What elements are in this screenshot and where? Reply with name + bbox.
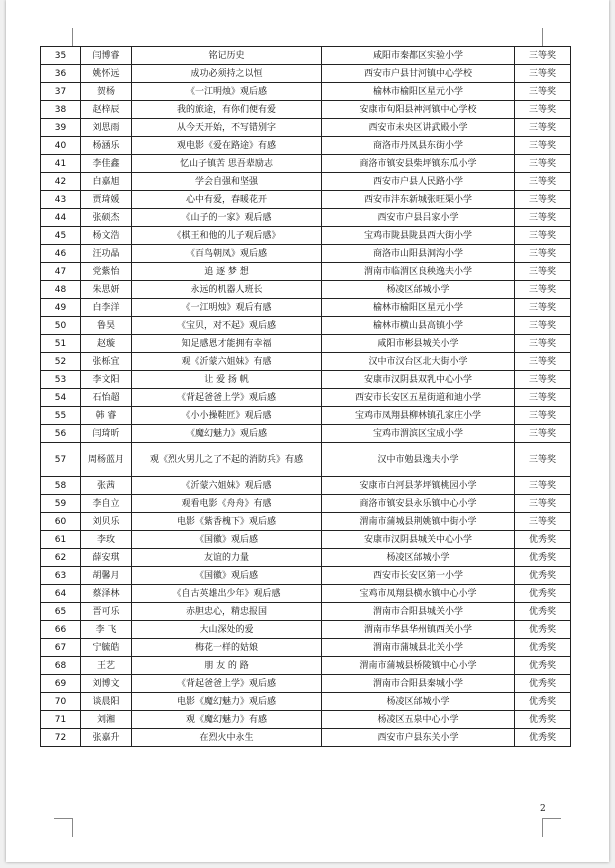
award-level-cell: 优秀奖 — [515, 729, 571, 747]
school-name-cell: 榆林市榆阳区星元小学 — [322, 83, 515, 101]
work-title-cell: 铭记历史 — [132, 47, 322, 65]
work-title-cell: 我的旅途，有你们便有爱 — [132, 101, 322, 119]
student-name-cell: 张茜 — [81, 477, 132, 495]
school-name-cell: 安康市白河县茅坪镇桃园小学 — [322, 477, 515, 495]
row-number-cell: 57 — [41, 443, 81, 477]
student-name-cell: 赵璇 — [81, 335, 132, 353]
award-level-cell: 三等奖 — [515, 281, 571, 299]
award-level-cell: 三等奖 — [515, 83, 571, 101]
school-name-cell: 汉中市汉台区北大街小学 — [322, 353, 515, 371]
student-name-cell: 王艺 — [81, 657, 132, 675]
work-title-cell: 在烈火中永生 — [132, 729, 322, 747]
student-name-cell: 白李洋 — [81, 299, 132, 317]
award-level-cell: 优秀奖 — [515, 603, 571, 621]
student-name-cell: 石怡超 — [81, 389, 132, 407]
school-name-cell: 杨凌区五泉中心小学 — [322, 711, 515, 729]
row-number-cell: 56 — [41, 425, 81, 443]
row-number-cell: 54 — [41, 389, 81, 407]
row-number-cell: 72 — [41, 729, 81, 747]
award-level-cell: 三等奖 — [515, 263, 571, 281]
table-row — [41, 729, 571, 747]
student-name-cell: 朱思妍 — [81, 281, 132, 299]
school-name-cell: 西安市长安区第一小学 — [322, 567, 515, 585]
student-name-cell: 宁毓皓 — [81, 639, 132, 657]
student-name-cell: 韩 睿 — [81, 407, 132, 425]
school-name-cell: 西安市未央区讲武殿小学 — [322, 119, 515, 137]
row-number-cell: 45 — [41, 227, 81, 245]
student-name-cell: 汪功晶 — [81, 245, 132, 263]
work-title-cell: 学会自强和坚强 — [132, 173, 322, 191]
student-name-cell: 李自立 — [81, 495, 132, 513]
table-row — [41, 389, 571, 407]
school-name-cell: 商洛市丹凤县东街小学 — [322, 137, 515, 155]
table-row — [41, 137, 571, 155]
award-level-cell: 优秀奖 — [515, 675, 571, 693]
school-name-cell: 榆林市榆阳区星元小学 — [322, 299, 515, 317]
school-name-cell: 商洛市山阳县洞沟小学 — [322, 245, 515, 263]
work-title-cell: 《自古英雄出少年》观后感 — [132, 585, 322, 603]
work-title-cell: 《棋王和他的儿子观后感》 — [132, 227, 322, 245]
row-number-cell: 46 — [41, 245, 81, 263]
award-level-cell: 优秀奖 — [515, 711, 571, 729]
row-number-cell: 53 — [41, 371, 81, 389]
school-name-cell: 咸阳市彬县城关小学 — [322, 335, 515, 353]
row-number-cell: 49 — [41, 299, 81, 317]
award-level-cell: 三等奖 — [515, 335, 571, 353]
row-number-cell: 62 — [41, 549, 81, 567]
table-row — [41, 299, 571, 317]
student-name-cell: 李佳鑫 — [81, 155, 132, 173]
work-title-cell: 从今天开始，不写错别字 — [132, 119, 322, 137]
student-name-cell: 赵梓辰 — [81, 101, 132, 119]
work-title-cell: 观看电影《舟舟》有感 — [132, 495, 322, 513]
table-row — [41, 693, 571, 711]
table-row — [41, 173, 571, 191]
row-number-cell: 47 — [41, 263, 81, 281]
award-level-cell: 三等奖 — [515, 495, 571, 513]
table-row — [41, 639, 571, 657]
table-row — [41, 101, 571, 119]
work-title-cell: 梅花一样的姑娘 — [132, 639, 322, 657]
student-name-cell: 李文阳 — [81, 371, 132, 389]
award-level-cell: 三等奖 — [515, 353, 571, 371]
row-number-cell: 43 — [41, 191, 81, 209]
row-number-cell: 70 — [41, 693, 81, 711]
award-level-cell: 三等奖 — [515, 137, 571, 155]
school-name-cell: 西安市户县东关小学 — [322, 729, 515, 747]
work-title-cell: 大山深处的爱 — [132, 621, 322, 639]
row-number-cell: 44 — [41, 209, 81, 227]
table-row — [41, 443, 571, 477]
student-name-cell: 周杨蓝月 — [81, 443, 132, 477]
award-level-cell: 三等奖 — [515, 513, 571, 531]
work-title-cell: 《沂蒙六姐妹》观后感 — [132, 477, 322, 495]
row-number-cell: 35 — [41, 47, 81, 65]
student-name-cell: 张嘉升 — [81, 729, 132, 747]
award-level-cell: 优秀奖 — [515, 585, 571, 603]
award-level-cell: 三等奖 — [515, 191, 571, 209]
school-name-cell: 渭南市蒲城县北关小学 — [322, 639, 515, 657]
student-name-cell: 李 飞 — [81, 621, 132, 639]
row-number-cell: 36 — [41, 65, 81, 83]
crop-mark-bottom-left — [54, 818, 73, 837]
school-name-cell: 安康市汉阴县双乳中心小学 — [322, 371, 515, 389]
table-row — [41, 675, 571, 693]
work-title-cell: 《小小操鞋匠》观后感 — [132, 407, 322, 425]
award-level-cell: 三等奖 — [515, 443, 571, 477]
row-number-cell: 51 — [41, 335, 81, 353]
work-title-cell: 《国徽》观后感 — [132, 567, 322, 585]
document-page — [6, 0, 609, 862]
award-level-cell: 三等奖 — [515, 407, 571, 425]
table-row — [41, 567, 571, 585]
work-title-cell: 知足感恩才能拥有幸福 — [132, 335, 322, 353]
award-level-cell: 三等奖 — [515, 173, 571, 191]
table-row — [41, 711, 571, 729]
row-number-cell: 42 — [41, 173, 81, 191]
student-name-cell: 闫博睿 — [81, 47, 132, 65]
table-row — [41, 657, 571, 675]
student-name-cell: 鲁昊 — [81, 317, 132, 335]
student-name-cell: 杨文浩 — [81, 227, 132, 245]
award-level-cell: 优秀奖 — [515, 549, 571, 567]
work-title-cell: 电影《紫香槐下》观后感 — [132, 513, 322, 531]
table-row — [41, 209, 571, 227]
school-name-cell: 渭南市蒲城县桥陵镇中心小学 — [322, 657, 515, 675]
award-level-cell: 优秀奖 — [515, 657, 571, 675]
row-number-cell: 39 — [41, 119, 81, 137]
table-row — [41, 245, 571, 263]
award-level-cell: 三等奖 — [515, 119, 571, 137]
award-level-cell: 三等奖 — [515, 47, 571, 65]
table-row — [41, 83, 571, 101]
student-name-cell: 刘思雨 — [81, 119, 132, 137]
table-row — [41, 155, 571, 173]
row-number-cell: 41 — [41, 155, 81, 173]
work-title-cell: 赤胆忠心，精忠报国 — [132, 603, 322, 621]
row-number-cell: 55 — [41, 407, 81, 425]
school-name-cell: 商洛市镇安县柴坪镇东瓜小学 — [322, 155, 515, 173]
row-number-cell: 40 — [41, 137, 81, 155]
student-name-cell: 杨涵乐 — [81, 137, 132, 155]
award-level-cell: 优秀奖 — [515, 567, 571, 585]
award-level-cell: 优秀奖 — [515, 531, 571, 549]
school-name-cell: 西安市户县人民路小学 — [322, 173, 515, 191]
award-level-cell: 三等奖 — [515, 389, 571, 407]
award-level-cell: 三等奖 — [515, 425, 571, 443]
school-name-cell: 咸阳市秦都区实验小学 — [322, 47, 515, 65]
work-title-cell: 朋 友 的 路 — [132, 657, 322, 675]
school-name-cell: 榆林市横山县高镇小学 — [322, 317, 515, 335]
student-name-cell: 谈晨阳 — [81, 693, 132, 711]
student-name-cell: 刘贝乐 — [81, 513, 132, 531]
table-row — [41, 531, 571, 549]
school-name-cell: 渭南市华县华州镇西关小学 — [322, 621, 515, 639]
school-name-cell: 渭南市蒲城县荆姚镇中街小学 — [322, 513, 515, 531]
work-title-cell: 观电影《爱在路途》有感 — [132, 137, 322, 155]
work-title-cell: 《百鸟朝凤》观后感 — [132, 245, 322, 263]
table-row — [41, 191, 571, 209]
award-level-cell: 三等奖 — [515, 209, 571, 227]
row-number-cell: 48 — [41, 281, 81, 299]
table-row — [41, 513, 571, 531]
work-title-cell: 观《沂蒙六姐妹》有感 — [132, 353, 322, 371]
table-row — [41, 477, 571, 495]
student-name-cell: 张硕杰 — [81, 209, 132, 227]
award-level-cell: 三等奖 — [515, 477, 571, 495]
row-number-cell: 68 — [41, 657, 81, 675]
school-name-cell: 宝鸡市凤翔县柳林镇孔家庄小学 — [322, 407, 515, 425]
school-name-cell: 宝鸡市渭滨区宝成小学 — [322, 425, 515, 443]
school-name-cell: 汉中市勉县逸夫小学 — [322, 443, 515, 477]
school-name-cell: 渭南市合阳县秦城小学 — [322, 675, 515, 693]
student-name-cell: 闫琦昕 — [81, 425, 132, 443]
table-row — [41, 65, 571, 83]
row-number-cell: 37 — [41, 83, 81, 101]
table-row — [41, 407, 571, 425]
work-title-cell: 心中有爱，春暖花开 — [132, 191, 322, 209]
work-title-cell: 《宝贝，对不起》观后感 — [132, 317, 322, 335]
student-name-cell: 刘湘 — [81, 711, 132, 729]
row-number-cell: 61 — [41, 531, 81, 549]
table-row — [41, 353, 571, 371]
row-number-cell: 60 — [41, 513, 81, 531]
school-name-cell: 西安市户县甘河镇中心学校 — [322, 65, 515, 83]
table-row — [41, 263, 571, 281]
row-number-cell: 71 — [41, 711, 81, 729]
school-name-cell: 商洛市镇安县永乐镇中心小学 — [322, 495, 515, 513]
work-title-cell: 观《魔幻魅力》有感 — [132, 711, 322, 729]
school-name-cell: 杨凌区邰城小学 — [322, 281, 515, 299]
table-row — [41, 119, 571, 137]
work-title-cell: 《山子的一家》观后感 — [132, 209, 322, 227]
row-number-cell: 58 — [41, 477, 81, 495]
work-title-cell: 忆山子镇苦 思吾辈励志 — [132, 155, 322, 173]
student-name-cell: 贺杨 — [81, 83, 132, 101]
student-name-cell: 胡馨月 — [81, 567, 132, 585]
table-row — [41, 603, 571, 621]
work-title-cell: 友谊的力量 — [132, 549, 322, 567]
award-level-cell: 三等奖 — [515, 317, 571, 335]
award-level-cell: 三等奖 — [515, 371, 571, 389]
crop-mark-top-right — [542, 28, 561, 47]
table-row — [41, 335, 571, 353]
student-name-cell: 姚怀远 — [81, 65, 132, 83]
student-name-cell: 蔡泽林 — [81, 585, 132, 603]
student-name-cell: 薛安琪 — [81, 549, 132, 567]
row-number-cell: 69 — [41, 675, 81, 693]
school-name-cell: 渭南市临渭区良秧逸夫小学 — [322, 263, 515, 281]
page-number: 2 — [540, 804, 546, 814]
work-title-cell: 追 逐 梦 想 — [132, 263, 322, 281]
award-level-cell: 三等奖 — [515, 65, 571, 83]
school-name-cell: 西安市沣东新城张旺渠小学 — [322, 191, 515, 209]
award-level-cell: 三等奖 — [515, 227, 571, 245]
table-row — [41, 227, 571, 245]
work-title-cell: 《背起爸爸上学》观后感 — [132, 389, 322, 407]
award-level-cell: 三等奖 — [515, 245, 571, 263]
award-table — [40, 46, 571, 747]
school-name-cell: 杨凌区邰城小学 — [322, 549, 515, 567]
crop-mark-top-left — [54, 28, 73, 47]
work-title-cell: 永远的机器人班长 — [132, 281, 322, 299]
work-title-cell: 《国徽》观后感 — [132, 531, 322, 549]
student-name-cell: 李玫 — [81, 531, 132, 549]
row-number-cell: 63 — [41, 567, 81, 585]
work-title-cell: 《一江明烛》观后有感 — [132, 299, 322, 317]
table-row — [41, 425, 571, 443]
award-level-cell: 优秀奖 — [515, 639, 571, 657]
row-number-cell: 38 — [41, 101, 81, 119]
work-title-cell: 《一江明烛》观后感 — [132, 83, 322, 101]
row-number-cell: 52 — [41, 353, 81, 371]
school-name-cell: 宝鸡市陇县陇县西大街小学 — [322, 227, 515, 245]
student-name-cell: 刘博文 — [81, 675, 132, 693]
student-name-cell: 晋可乐 — [81, 603, 132, 621]
school-name-cell: 渭南市合阳县城关小学 — [322, 603, 515, 621]
work-title-cell: 成功必须持之以恒 — [132, 65, 322, 83]
school-name-cell: 西安市长安区五星街道和迪小学 — [322, 389, 515, 407]
work-title-cell: 电影《魔幻魅力》观后感 — [132, 693, 322, 711]
school-name-cell: 安康市汉阴县城关中心小学 — [322, 531, 515, 549]
table-row — [41, 549, 571, 567]
table-row — [41, 495, 571, 513]
crop-mark-bottom-right — [542, 818, 561, 837]
work-title-cell: 让 爱 扬 帆 — [132, 371, 322, 389]
student-name-cell: 贾琦媛 — [81, 191, 132, 209]
table-row — [41, 585, 571, 603]
school-name-cell: 杨凌区邰城小学 — [322, 693, 515, 711]
work-title-cell: 《背起爸爸上学》观后感 — [132, 675, 322, 693]
award-table-body — [41, 47, 571, 747]
award-level-cell: 三等奖 — [515, 155, 571, 173]
school-name-cell: 西安市户县吕家小学 — [322, 209, 515, 227]
student-name-cell: 白嘉旭 — [81, 173, 132, 191]
award-level-cell: 三等奖 — [515, 299, 571, 317]
award-level-cell: 优秀奖 — [515, 621, 571, 639]
row-number-cell: 65 — [41, 603, 81, 621]
table-row — [41, 621, 571, 639]
table-row — [41, 317, 571, 335]
work-title-cell: 《魔幻魅力》观后感 — [132, 425, 322, 443]
award-level-cell: 优秀奖 — [515, 693, 571, 711]
row-number-cell: 59 — [41, 495, 81, 513]
table-row — [41, 371, 571, 389]
school-name-cell: 安康市旬阳县神河镇中心学校 — [322, 101, 515, 119]
work-title-cell: 观《烈火男儿之了不起的消防兵》有感 — [132, 443, 322, 477]
award-level-cell: 三等奖 — [515, 101, 571, 119]
row-number-cell: 66 — [41, 621, 81, 639]
table-row — [41, 281, 571, 299]
table-row — [41, 47, 571, 65]
student-name-cell: 党紫怡 — [81, 263, 132, 281]
student-name-cell: 张栎宜 — [81, 353, 132, 371]
row-number-cell: 64 — [41, 585, 81, 603]
school-name-cell: 宝鸡市凤翔县横水镇中心小学 — [322, 585, 515, 603]
row-number-cell: 50 — [41, 317, 81, 335]
row-number-cell: 67 — [41, 639, 81, 657]
